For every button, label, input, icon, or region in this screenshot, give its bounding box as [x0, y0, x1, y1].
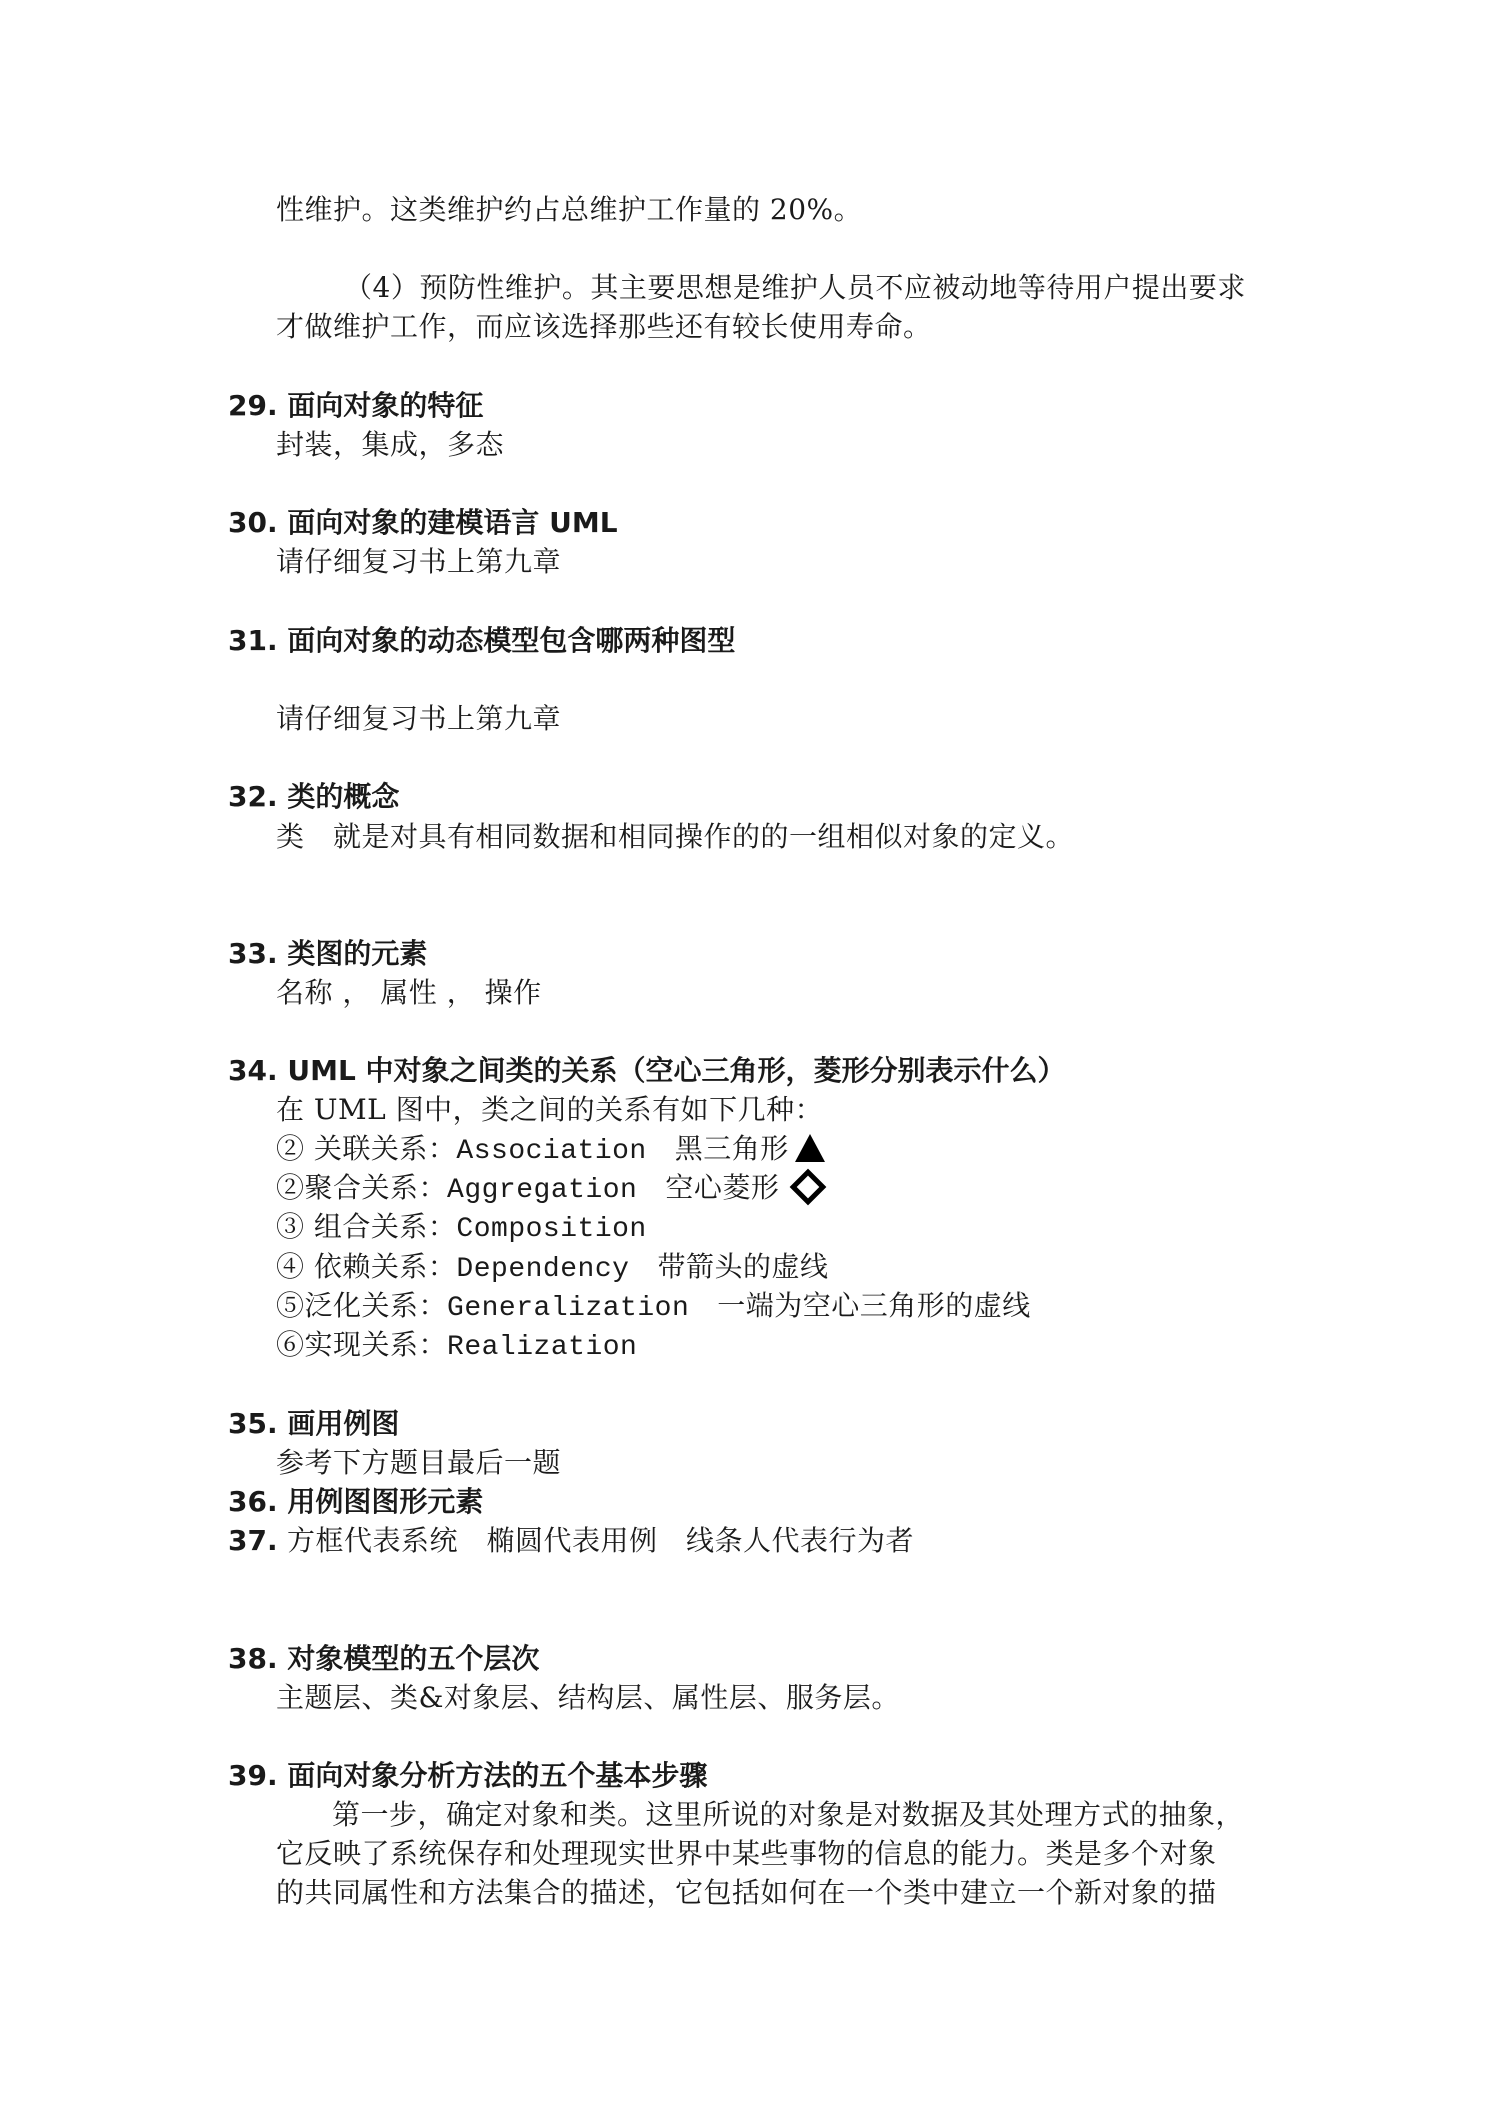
- heading-35-number: 35.: [228, 1407, 278, 1440]
- heading-29-title: 面向对象的特征: [287, 389, 484, 422]
- relation-term: Composition: [456, 1214, 647, 1245]
- answer-32: 类 就是对具有相同数据和相同操作的的一组相似对象的定义。: [276, 820, 1075, 853]
- intro-line-1: 性维护。这类维护约占总维护工作量的 20%。: [276, 193, 863, 226]
- answer-35: 参考下方题目最后一题: [276, 1446, 562, 1479]
- heading-29-number: 29.: [228, 389, 278, 422]
- answer-39-line-2: 它反映了系统保存和处理现实世界中某些事物的信息的能力。类是多个对象: [276, 1837, 1217, 1870]
- relation-generalization: [276, 1286, 1031, 1329]
- heading-30-title: 面向对象的建模语言 UML: [287, 506, 618, 539]
- relation-label: ②聚合关系：: [276, 1171, 448, 1204]
- answer-33: 名称 ， 属性 ， 操作: [276, 976, 542, 1009]
- heading-33-title: 类图的元素: [287, 937, 428, 970]
- relation-aggregation: [276, 1168, 821, 1211]
- relation-label: ⑤泛化关系：: [276, 1289, 448, 1322]
- heading-34-number: 34.: [228, 1054, 278, 1087]
- heading-32-number: 32.: [228, 780, 278, 813]
- relation-term: Association: [456, 1136, 647, 1167]
- intro-line-3: 才做维护工作，而应该选择那些还有较长使用寿命。: [276, 310, 932, 343]
- heading-39-title: 面向对象分析方法的五个基本步骤: [287, 1759, 708, 1792]
- heading-31-title: 面向对象的动态模型包含哪两种图型: [287, 624, 736, 657]
- heading-31: [228, 621, 735, 661]
- relation-association: [276, 1129, 825, 1172]
- heading-34: [228, 1051, 1066, 1091]
- heading-35-title: 画用例图: [287, 1407, 400, 1440]
- answer-39-line-3: 的共同属性和方法集合的描述，它包括如何在一个类中建立一个新对象的描: [276, 1876, 1217, 1909]
- item-37-number: 37.: [228, 1524, 278, 1557]
- heading-30-number: 30.: [228, 506, 278, 539]
- relation-term: Generalization: [447, 1293, 690, 1324]
- relation-label: ③ 组合关系：: [276, 1210, 457, 1243]
- answer-31: 请仔细复习书上第九章: [276, 702, 562, 735]
- hollow-diamond-icon: [790, 1169, 827, 1206]
- relation-desc: 空心菱形: [665, 1171, 780, 1204]
- heading-33-number: 33.: [228, 937, 278, 970]
- relation-label: ② 关联关系：: [276, 1132, 457, 1165]
- relation-label: ⑥实现关系：: [276, 1328, 448, 1361]
- heading-38-number: 38.: [228, 1642, 278, 1675]
- answer-34-intro: 在 UML 图中，类之间的关系有如下几种：: [276, 1093, 824, 1126]
- heading-35: [228, 1404, 399, 1444]
- relation-term: Dependency: [456, 1254, 630, 1285]
- heading-32-title: 类的概念: [287, 780, 400, 813]
- heading-30: [228, 503, 618, 543]
- heading-39-number: 39.: [228, 1759, 278, 1792]
- answer-39-line-1: 第一步，确定对象和类。这里所说的对象是对数据及其处理方式的抽象，: [332, 1798, 1245, 1831]
- relation-term: Aggregation: [447, 1175, 638, 1206]
- heading-38-title: 对象模型的五个层次: [287, 1642, 540, 1675]
- relation-realization: [276, 1325, 637, 1368]
- relation-term: Realization: [447, 1332, 638, 1363]
- heading-29: [228, 386, 483, 426]
- relation-desc: 带箭头的虚线: [657, 1250, 829, 1283]
- item-37-text: 方框代表系统 椭圆代表用例 线条人代表行为者: [287, 1524, 915, 1557]
- intro-line-2: （4）预防性维护。其主要思想是维护人员不应被动地等待用户提出要求: [344, 271, 1246, 304]
- heading-33: [228, 934, 427, 974]
- heading-32: [228, 777, 399, 817]
- heading-38: [228, 1639, 539, 1679]
- heading-36-number: 36.: [228, 1485, 278, 1518]
- answer-38: 主题层、类&对象层、结构层、属性层、服务层。: [276, 1681, 900, 1714]
- item-37: [228, 1521, 914, 1561]
- heading-34-title: UML 中对象之间类的关系（空心三角形，菱形分别表示什么）: [287, 1054, 1066, 1087]
- relation-dependency: [276, 1247, 828, 1290]
- relation-composition: [276, 1207, 647, 1250]
- heading-36: [228, 1482, 483, 1522]
- answer-29: 封装，集成，多态: [276, 428, 505, 461]
- filled-triangle-icon: [795, 1134, 825, 1162]
- heading-31-number: 31.: [228, 624, 278, 657]
- relation-desc: 一端为空心三角形的虚线: [717, 1289, 1031, 1322]
- heading-39: [228, 1756, 707, 1796]
- heading-36-title: 用例图图形元素: [287, 1485, 484, 1518]
- answer-30: 请仔细复习书上第九章: [276, 545, 562, 578]
- relation-label: ④ 依赖关系：: [276, 1250, 457, 1283]
- relation-desc: 黑三角形: [674, 1132, 789, 1165]
